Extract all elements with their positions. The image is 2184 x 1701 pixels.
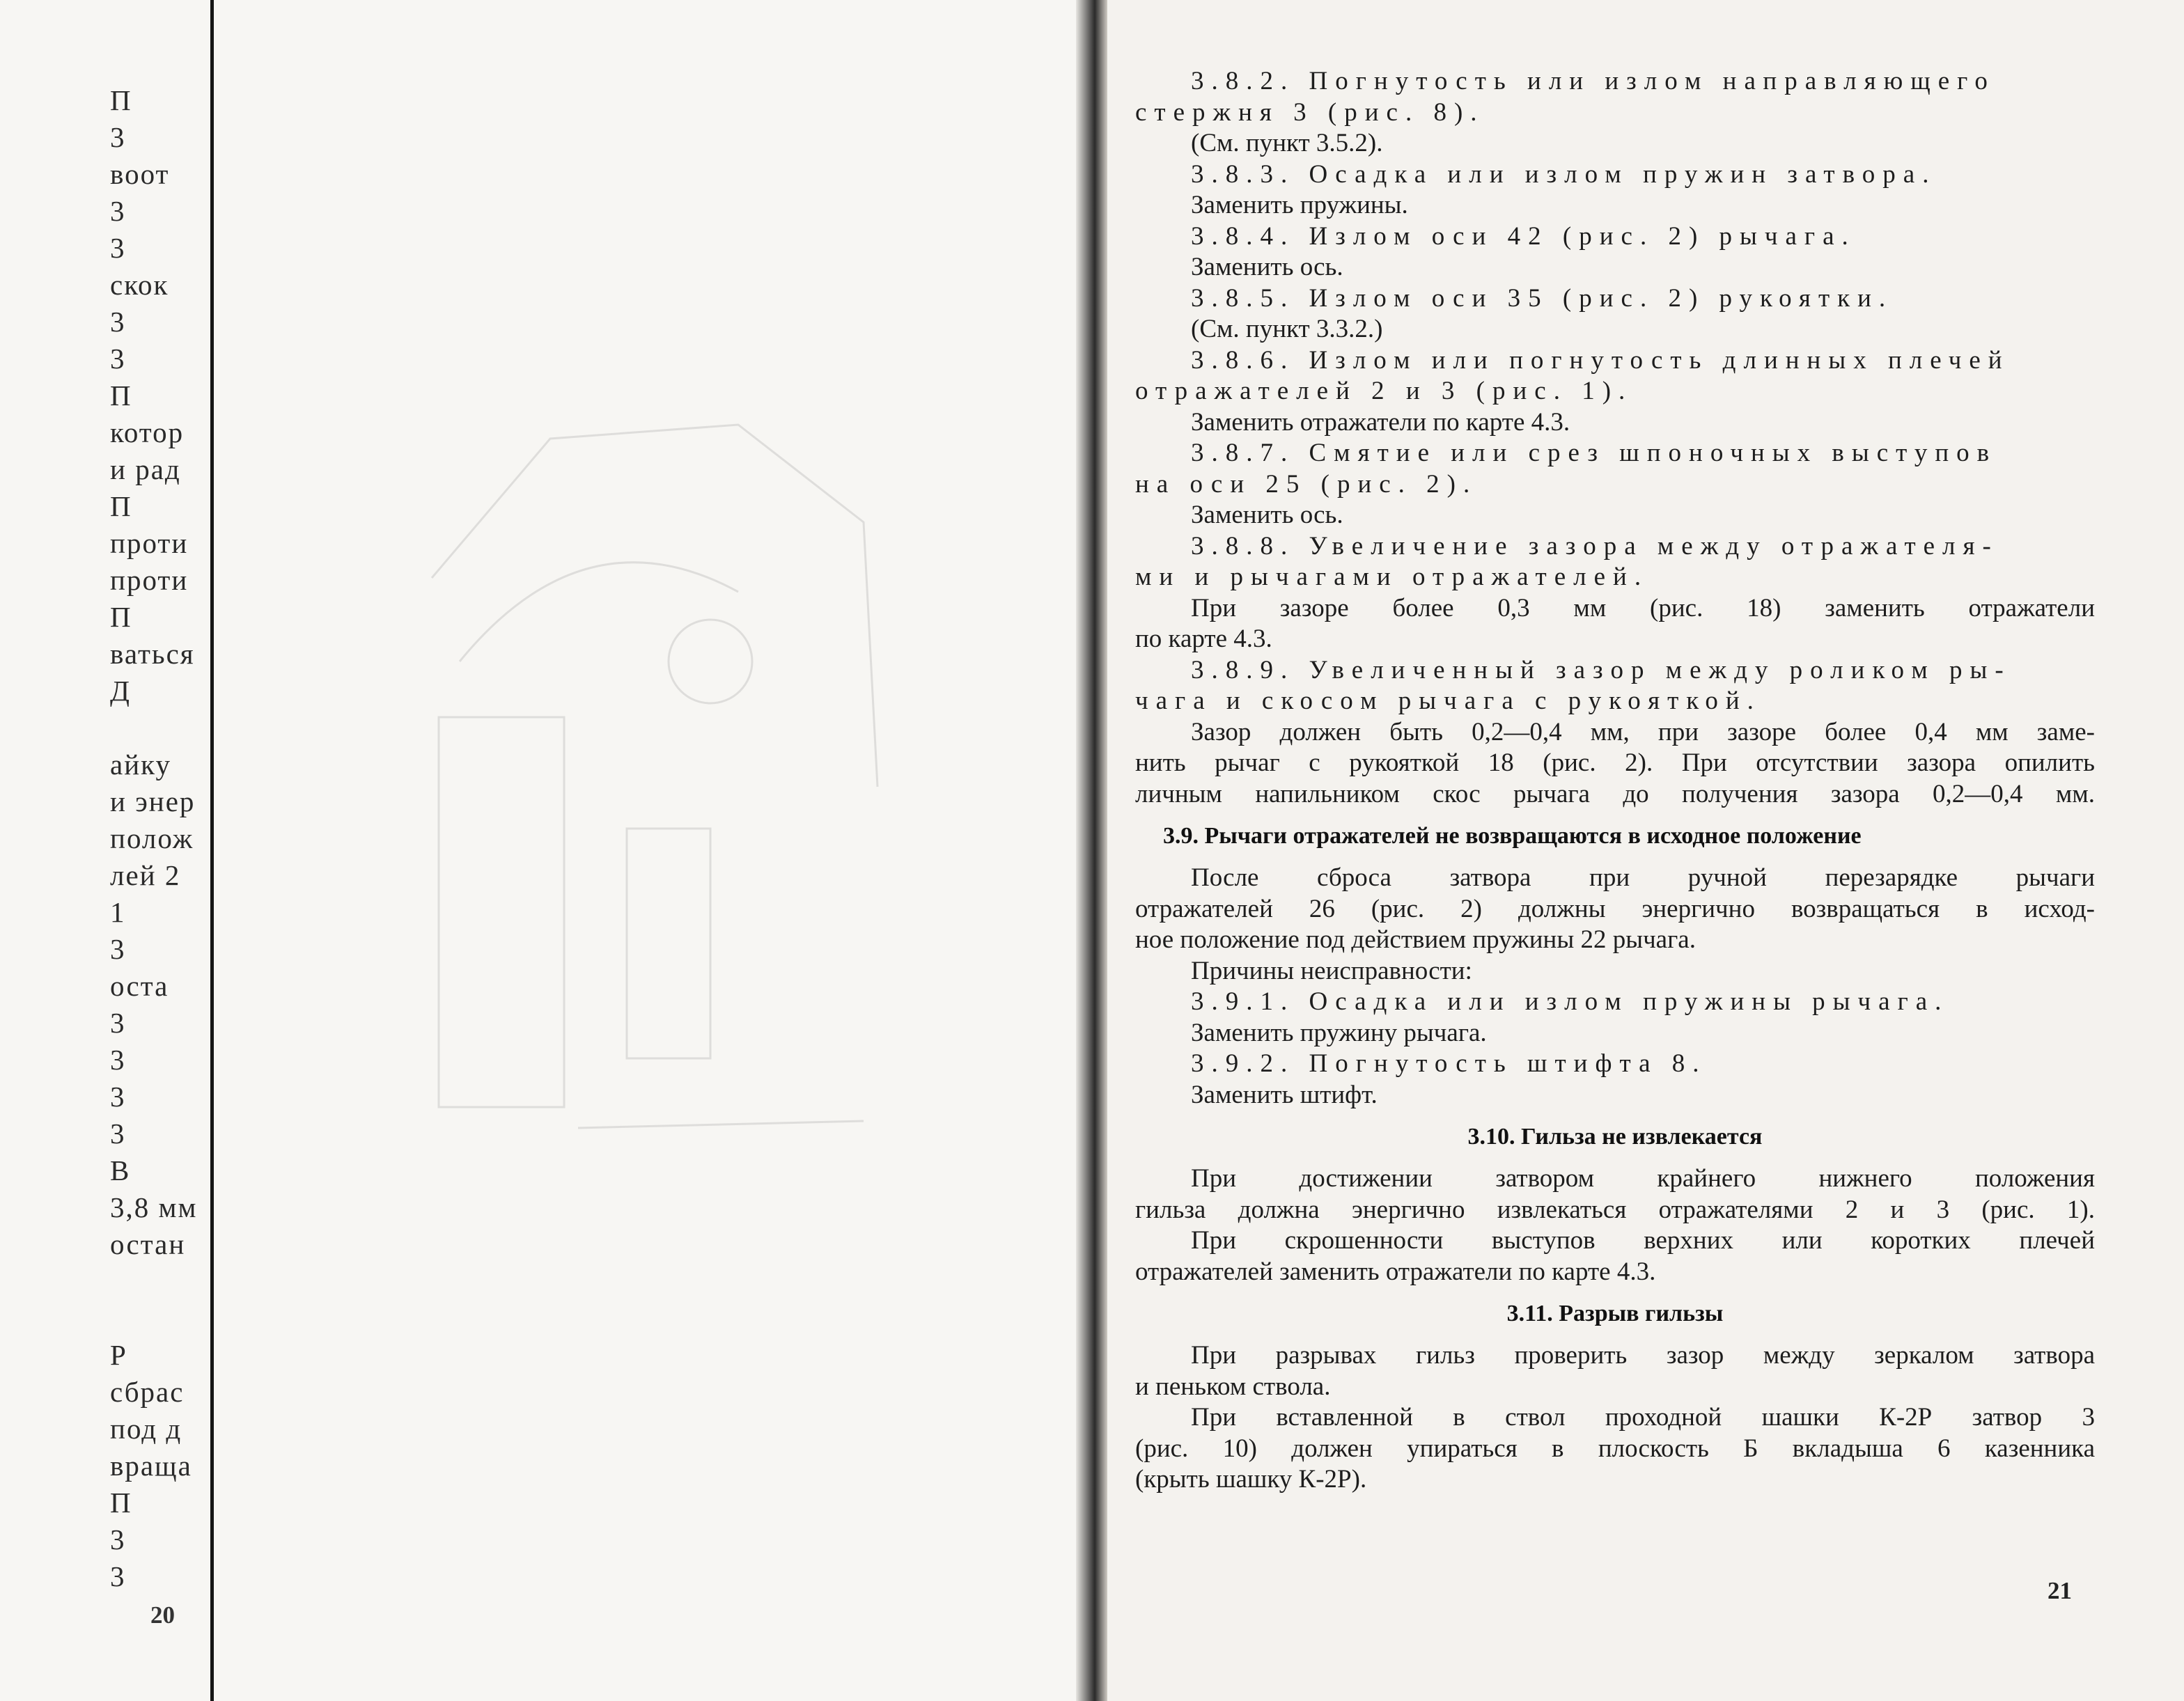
left-fragment-line: котор bbox=[110, 416, 185, 448]
left-fragment-line: лей 2 bbox=[110, 859, 181, 891]
left-fragment-line: воот bbox=[110, 158, 170, 190]
text-line: на оси 25 (рис. 2). bbox=[1135, 469, 1478, 499]
left-fragment-line: айку bbox=[110, 748, 171, 781]
left-fragment-line: 3,8 мм bbox=[110, 1191, 198, 1223]
text-line: (рис. 10) должен упираться в плоскость Б вкладыша 6 казенника bbox=[1135, 1434, 2095, 1463]
text-line: 3.9.2. Погнутость штифта 8. bbox=[1191, 1049, 1707, 1078]
text-line: отражателей заменить отражатели по карте 4.3. bbox=[1135, 1257, 1656, 1286]
text-line: 3.8.8. Увеличение зазора между отражателя- bbox=[1191, 531, 1999, 561]
text-line: личным напильником скос рычага до получения зазора 0,2—0,4 мм. bbox=[1135, 779, 2095, 808]
text-line: 3.8.9. Увеличенный зазор между роликом ры- bbox=[1191, 655, 2011, 684]
text-line: ное положение под действием пружины 22 рычага. bbox=[1135, 925, 1696, 954]
left-fragment-line: оста bbox=[110, 970, 169, 1002]
text-line: (крыть шашку К-2Р). bbox=[1135, 1465, 1367, 1494]
text-line: При скрошенности выступов верхних или коротких плечей bbox=[1191, 1226, 2095, 1255]
text-line: 3.8.6. Излом или погнутость длинных плечей bbox=[1191, 345, 2010, 375]
left-fragment-line: полож bbox=[110, 822, 194, 854]
text-line: Заменить пружину рычага. bbox=[1191, 1018, 1487, 1047]
text-line: Заменить отражатели по карте 4.3. bbox=[1191, 407, 1570, 437]
text-line: по карте 4.3. bbox=[1135, 625, 1272, 653]
section-heading: 3.10. Гильза не извлекается bbox=[1467, 1124, 1763, 1150]
text-line: гильза должна энергично извлекаться отражателями 2 и 3 (рис. 1). bbox=[1135, 1195, 2095, 1224]
left-fragment-line: враща bbox=[110, 1450, 192, 1482]
left-fragment-line: 3 bbox=[110, 121, 126, 153]
left-fragment-line: 3 bbox=[110, 933, 126, 965]
left-page bbox=[0, 0, 1076, 1701]
right-page bbox=[1107, 0, 2184, 1701]
text-line: Причины неисправности: bbox=[1191, 956, 1472, 985]
left-fragment-line: 3 bbox=[110, 1081, 126, 1113]
left-fragment-line: 3 bbox=[110, 1007, 126, 1039]
text-line: Заменить ось. bbox=[1191, 253, 1343, 281]
text-line: При зазоре более 0,3 мм (рис. 18) заменить отражатели bbox=[1191, 593, 2095, 622]
section-heading: 3.9. Рычаги отражателей не возвращаются в исходное положение bbox=[1163, 823, 1862, 849]
text-line: При разрывах гильз проверить зазор между зеркалом затвора bbox=[1191, 1341, 2095, 1370]
text-line: 3.8.5. Излом оси 35 (рис. 2) рукоятки. bbox=[1191, 283, 1894, 313]
text-line: После сброса затвора при ручной перезарядке рычаги bbox=[1191, 863, 2095, 892]
left-fragment-line: скок bbox=[110, 269, 169, 301]
left-fragment-line: 3 bbox=[110, 1560, 126, 1592]
text-line: 3.9.1. Осадка или излом пружины рычага. bbox=[1191, 987, 1949, 1016]
left-fragment-line: проти bbox=[110, 564, 189, 596]
left-fragment-line: 3 bbox=[110, 195, 126, 227]
left-fragment-line: П bbox=[110, 490, 132, 522]
text-line: При вставленной в ствол проходной шашки К-2Р затвор 3 bbox=[1191, 1403, 2095, 1432]
left-fragment-line: 3 bbox=[110, 1118, 126, 1150]
right-page-number: 21 bbox=[2048, 1577, 2072, 1604]
text-line: 3.8.7. Смятие или срез шпоночных выступов bbox=[1191, 439, 1997, 467]
left-fragment-line: П bbox=[110, 84, 132, 116]
text-line: (См. пункт 3.5.2). bbox=[1191, 129, 1383, 157]
left-fragment-line: и рад bbox=[110, 453, 181, 485]
left-fragment-line: 3 bbox=[110, 232, 126, 264]
text-line: ми и рычагами отражателей. bbox=[1135, 563, 1649, 591]
text-line: отражателей 26 (рис. 2) должны энергично возвращаться в исход- bbox=[1135, 894, 2095, 923]
left-fragment-line: П bbox=[110, 1487, 132, 1519]
left-page-cropped-text bbox=[110, 84, 249, 1615]
text-line: (См. пункт 3.3.2.) bbox=[1191, 315, 1383, 343]
text-line: и пеньком ствола. bbox=[1135, 1372, 1331, 1401]
left-fragment-line: В bbox=[110, 1154, 131, 1186]
left-fragment-line: остан bbox=[110, 1228, 186, 1260]
left-fragment-line: 3 bbox=[110, 1044, 126, 1076]
left-fragment-line: 3 bbox=[110, 343, 126, 375]
left-fragment-line: ваться bbox=[110, 638, 195, 670]
section-heading: 3.11. Разрыв гильзы bbox=[1506, 1301, 1724, 1326]
left-fragment-line: проти bbox=[110, 527, 189, 559]
left-fragment-line: сбрас bbox=[110, 1376, 185, 1408]
left-fragment-line: 3 bbox=[110, 306, 126, 338]
text-line: При достижении затвором крайнего нижнего положения bbox=[1191, 1164, 2095, 1193]
text-line: Заменить штифт. bbox=[1191, 1080, 1378, 1109]
left-fragment-line: Р bbox=[110, 1339, 127, 1371]
left-fragment-line: под д bbox=[110, 1413, 182, 1445]
text-line: нить рычаг с рукояткой 18 (рис. 2). При отсутствии зазора опилить bbox=[1135, 748, 2095, 777]
left-fragment-line: и энер bbox=[110, 785, 196, 817]
left-fragment-line: 1 bbox=[110, 896, 126, 928]
left-page-dark-edge bbox=[210, 0, 214, 1701]
left-fragment-line: Д bbox=[110, 675, 131, 707]
text-line: чага и скосом рычага с рукояткой. bbox=[1135, 687, 1761, 715]
text-line: 3.8.2. Погнутость или излом направляющего bbox=[1191, 67, 1995, 95]
text-line: стержня 3 (рис. 8). bbox=[1135, 97, 1485, 127]
text-line: 3.8.3. Осадка или излом пружин затвора. bbox=[1191, 159, 1937, 189]
book-gutter bbox=[1076, 0, 1107, 1701]
text-line: Зазор должен быть 0,2—0,4 мм, при зазоре более 0,4 мм заме- bbox=[1191, 717, 2095, 746]
left-fragment-line: П bbox=[110, 379, 132, 411]
text-line: 3.8.4. Излом оси 42 (рис. 2) рычага. bbox=[1191, 221, 1856, 251]
left-page-number: 20 bbox=[150, 1601, 175, 1629]
text-line: Заменить ось. bbox=[1191, 501, 1343, 529]
text-line: отражателей 2 и 3 (рис. 1). bbox=[1135, 377, 1633, 405]
text-line: Заменить пружины. bbox=[1191, 191, 1408, 219]
page-text bbox=[1135, 66, 2095, 1496]
left-fragment-line: 3 bbox=[110, 1523, 126, 1555]
show-through-illustration bbox=[376, 299, 1003, 1205]
left-fragment-line: П bbox=[110, 601, 132, 633]
